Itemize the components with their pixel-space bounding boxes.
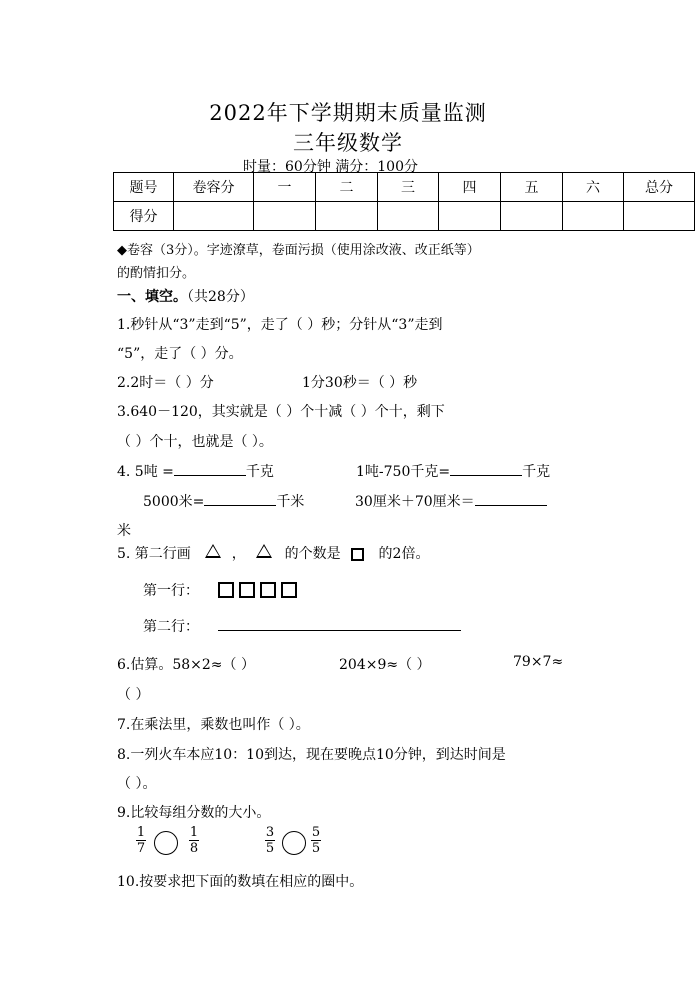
q6-part-a: 6.估算。58×2≈（ ） [117,657,255,673]
square-icon [281,582,297,598]
q5-row1-label: 第一行： [143,583,199,599]
comparison-circle[interactable] [282,831,306,855]
q8-line-1: 8.一列火车本应10：10到达，现在要晚点10分钟，到达时间是 [117,747,506,763]
score-header-cell: 总分 [624,173,695,202]
answer-blank[interactable] [450,461,522,476]
fraction [265,825,275,856]
q5-text-pre: 5. 第二行画 [117,546,191,562]
fraction-numerator: 1 [189,825,199,840]
score-header-cell: 二 [316,173,378,202]
q5-prompt [117,543,429,563]
q10-text: 10.按要求把下面的数填在相应的圈中。 [117,874,364,890]
fraction-denominator: 5 [311,841,321,856]
q4-d-text: 30厘米＋70厘米＝ [355,494,475,510]
q5-text-mid: 的个数是 [284,546,341,562]
q1-line-2: “5”，走了（ ）分。 [117,346,243,362]
square-icon [351,548,364,561]
q6-line-2: （ ） [117,687,150,703]
q4-a-text: 4. 5吨 = [117,464,174,480]
q5-comma: ， [231,546,246,562]
exam-meta: 时量：60分钟 满分：100分 [243,159,418,175]
fraction-numerator: 3 [265,825,275,840]
fraction-denominator: 7 [136,841,146,856]
q4-b [356,461,550,481]
q6-part-b: 204×9≈（ ） [339,657,431,673]
q8-line-2: （ ）。 [117,776,157,792]
q7-text: 7.在乘法里，乘数也叫作（ ）。 [117,717,310,733]
exam-title: 2022年下学期期末质量监测 [209,101,487,125]
score-cell[interactable] [378,202,439,231]
answer-blank[interactable] [174,461,246,476]
score-header-cell: 题号 [114,173,174,202]
square-icon [260,582,276,598]
q4-b-unit: 千克 [522,464,551,480]
q1-line-1: 1.秒针从“3”走到“5”，走了（ ）秒；分针从“3”走到 [117,317,443,333]
q2-part-a: 2.2时＝（ ）分 [117,375,214,391]
q4-a [117,461,274,481]
exam-subtitle: 三年级数学 [293,131,403,155]
square-icon [239,582,255,598]
score-row-label: 得分 [114,202,174,231]
section-points: （共28分） [187,289,254,305]
q4-a-unit: 千克 [245,464,274,480]
q4-d-unit: 米 [117,523,131,539]
score-header-cell: 一 [254,173,316,202]
fraction-denominator: 8 [189,841,199,856]
note-line-2: 的酌情扣分。 [117,266,196,281]
q4-c [143,491,304,511]
answer-blank[interactable] [475,491,547,506]
q3-line-1: 3.640－120，其实就是（ ）个十减（ ）个十，剩下 [117,404,445,420]
q5-row2-answer-line[interactable] [218,630,461,631]
triangle-icon [256,544,272,558]
fraction [189,825,199,856]
score-header-cell: 五 [501,173,563,202]
note-line-1: ◆卷容（3分）。字迹潦草，卷面污损（使用涂改液、改正纸等） [117,243,480,258]
square-icon [218,582,234,598]
score-cell[interactable] [254,202,316,231]
q9-text: 9.比较每组分数的大小。 [117,805,271,821]
q6-part-c: 79×7≈ [513,654,564,670]
q4-d [355,491,547,511]
score-header-cell: 四 [439,173,501,202]
score-cell[interactable] [439,202,501,231]
score-cell[interactable] [316,202,378,231]
comparison-circle[interactable] [154,831,178,855]
score-header-cell: 三 [378,173,439,202]
q4-c-unit: 千米 [276,494,305,510]
q4-b-text: 1吨-750千克= [356,464,451,480]
q2-part-b: 1分30秒＝（ ）秒 [302,375,418,391]
score-header-cell: 卷容分 [174,173,254,202]
section-title: 一、填空。 [117,289,187,305]
fraction-numerator: 5 [311,825,321,840]
q3-line-2: （ ）个十，也就是（ ）。 [117,434,273,450]
fraction [311,825,321,856]
score-cell[interactable] [174,202,254,231]
fraction-denominator: 5 [265,841,275,856]
score-table-score-row [114,202,695,231]
score-cell[interactable] [563,202,624,231]
score-cell[interactable] [624,202,695,231]
fraction [136,825,146,856]
score-cell[interactable] [501,202,563,231]
score-header-cell: 六 [563,173,624,202]
score-table-header-row [114,173,695,202]
q5-row2-label: 第二行： [143,619,199,635]
triangle-icon [205,544,221,558]
fraction-numerator: 1 [136,825,146,840]
q5-text-post: 的2倍。 [378,546,430,562]
score-table [113,172,695,231]
answer-blank[interactable] [204,491,276,506]
q4-c-text: 5000米= [143,494,205,510]
q5-row1-squares [218,579,297,598]
section-heading [117,286,254,306]
